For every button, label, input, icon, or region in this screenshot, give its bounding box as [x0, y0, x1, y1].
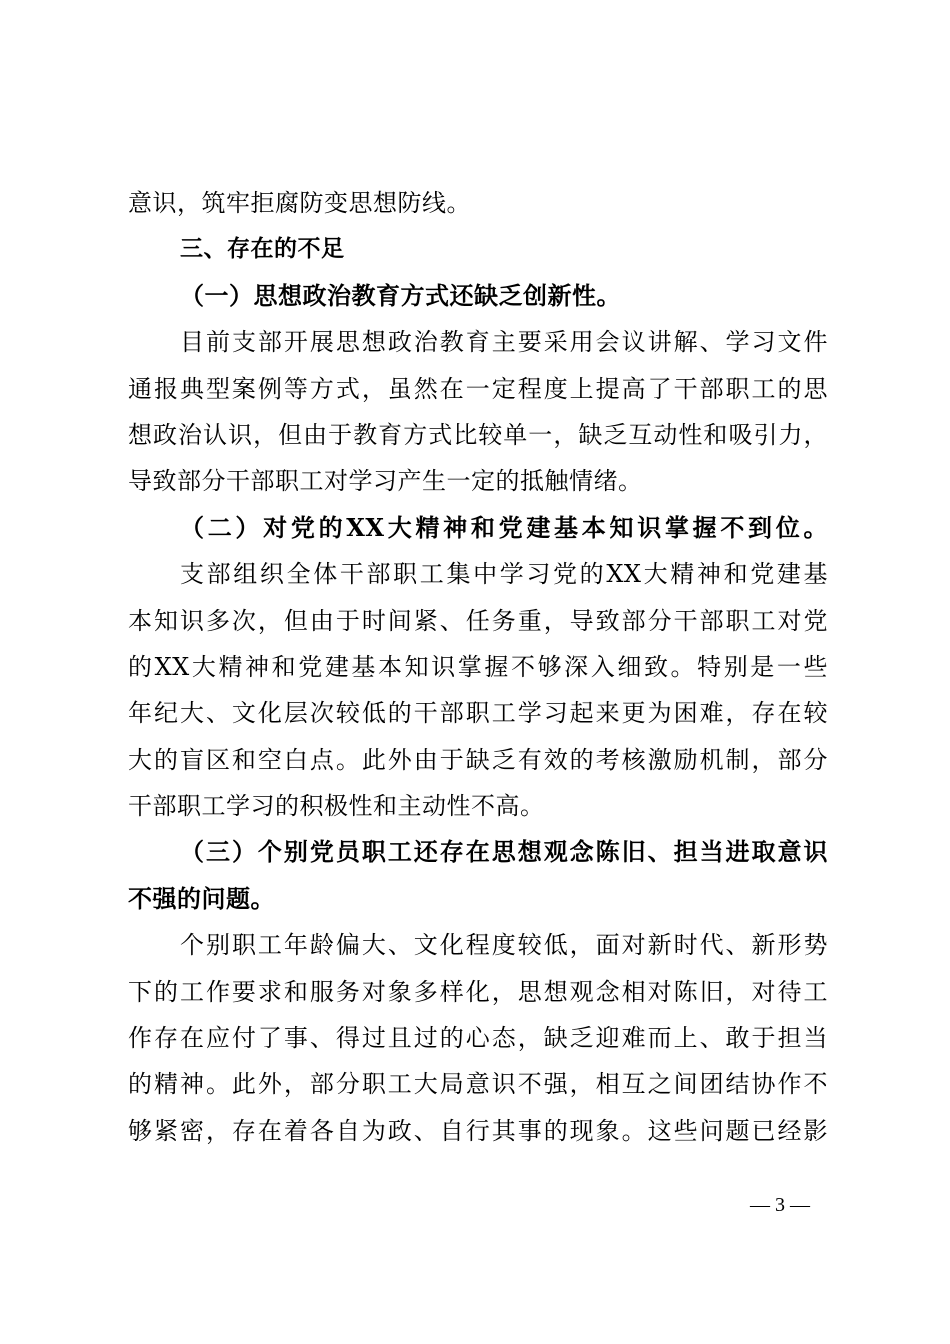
paragraph-line: 意识，筑牢拒腐防变思想防线。 — [128, 189, 471, 217]
body-text — [128, 180, 828, 1154]
paragraph-line: 够紧密，存在着各自为政、自行其事的现象。这些问题已经影 — [128, 1116, 828, 1145]
paragraph-line: 支部组织全体干部职工集中学习党的XX大精神和党建基 — [180, 560, 828, 589]
subheading-2: （二）对党的XX大精神和党建基本知识掌握不到位。 — [180, 512, 828, 542]
subheading-3: （三）个别党员职工还存在思想观念陈旧、担当进取意识 — [180, 837, 828, 867]
paragraph-line: 通报典型案例等方式，虽然在一定程度上提高了干部职工的思 — [128, 374, 828, 403]
paragraph-line: 大的盲区和空白点。此外由于缺乏有效的考核激励机制，部分 — [128, 745, 828, 774]
paragraph-line: 的精神。此外，部分职工大局意识不强，相互之间团结协作不 — [128, 1070, 828, 1099]
paragraph-line: 年纪大、文化层次较低的干部职工学习起来更为困难，存在较 — [128, 699, 828, 728]
subheading-3-continued: 不强的问题。 — [128, 883, 275, 913]
paragraph-line: 个别职工年龄偏大、文化程度较低，面对新时代、新形势 — [180, 931, 828, 960]
paragraph-line: 目前支部开展思想政治教育主要采用会议讲解、学习文件 — [180, 328, 828, 357]
paragraph-line: 的XX大精神和党建基本知识掌握不够深入细致。特别是一些 — [128, 652, 828, 681]
paragraph-line: 干部职工学习的积极性和主动性不高。 — [128, 792, 545, 821]
paragraph-line: 下的工作要求和服务对象多样化，思想观念相对陈旧，对待工 — [128, 977, 828, 1006]
paragraph-line: 想政治认识，但由于教育方式比较单一，缺乏互动性和吸引力， — [128, 420, 828, 449]
paragraph-line: 作存在应付了事、得过且过的心态，缺乏迎难而上、敢于担当 — [128, 1024, 828, 1053]
subheading-1: （一）思想政治教育方式还缺乏创新性。 — [180, 280, 621, 310]
paragraph-line: 导致部分干部职工对学习产生一定的抵触情绪。 — [128, 467, 643, 496]
paragraph-line: 本知识多次，但由于时间紧、任务重，导致部分干部职工对党 — [128, 606, 828, 635]
section-heading: 三、存在的不足 — [180, 236, 345, 263]
page-number: — 3 — — [750, 1194, 810, 1216]
